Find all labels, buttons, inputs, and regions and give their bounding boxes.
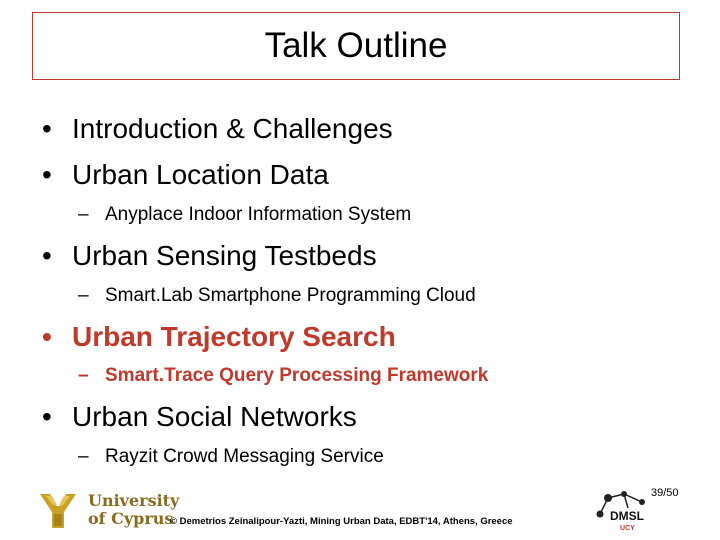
slide-footer: [0, 480, 720, 540]
copyright-notice: © Demetrios Zeinalipour-Yazti, Mining Urban Data, EDBT'14, Athens, Greece: [170, 516, 513, 527]
slide-title: Talk Outline: [264, 26, 448, 65]
bullet-marker: •: [42, 321, 52, 352]
dmsl-logo-subtext: UCY: [620, 525, 635, 532]
bullet-marker: •: [42, 159, 52, 190]
dash-marker: –: [78, 204, 89, 225]
outline-item-label: Urban Sensing Testbeds: [72, 240, 377, 271]
bullet-marker: •: [42, 240, 52, 271]
university-name-line-1: University: [88, 491, 180, 510]
outline-subitem-label: Smart.Trace Query Processing Framework: [105, 365, 489, 386]
dmsl-lab-logo-icon: [594, 488, 656, 534]
university-name-line-2: of Cyprus: [88, 509, 174, 528]
outline-item-label: Introduction & Challenges: [72, 113, 393, 144]
outline-subitem-label: Smart.Lab Smartphone Programming Cloud: [105, 285, 476, 306]
dmsl-logo-text: DMSL: [610, 509, 644, 523]
outline-item-label: Urban Social Networks: [72, 401, 357, 432]
outline-item-label: Urban Location Data: [72, 159, 329, 190]
page-number: 39/50: [651, 487, 679, 499]
bullet-marker: •: [42, 401, 52, 432]
outline-subitem-label: Anyplace Indoor Information System: [105, 204, 412, 225]
outline-item-label: Urban Trajectory Search: [72, 321, 396, 352]
dash-marker: –: [78, 446, 89, 467]
university-of-cyprus-logo-icon: [36, 490, 80, 532]
dash-marker: –: [78, 285, 89, 306]
dash-marker: –: [78, 365, 89, 386]
university-name: [88, 492, 179, 528]
outline-subitem-label: Rayzit Crowd Messaging Service: [105, 446, 384, 467]
bullet-marker: •: [42, 113, 52, 144]
